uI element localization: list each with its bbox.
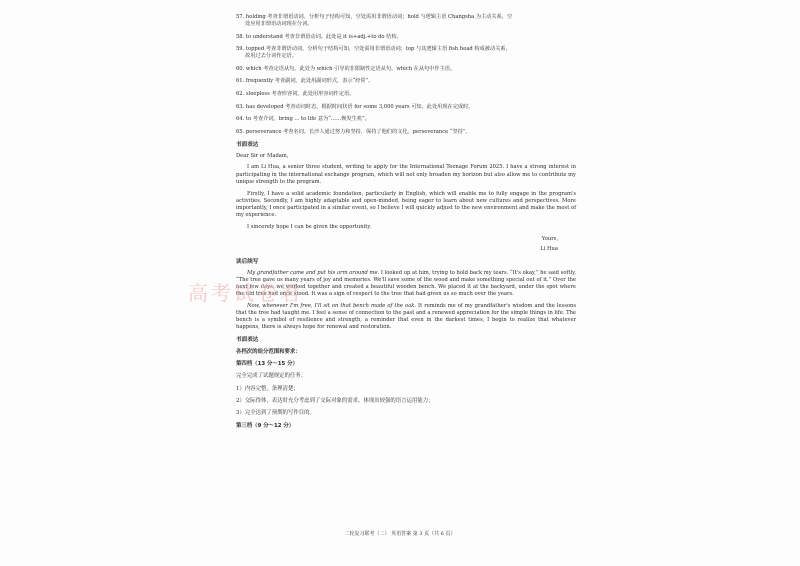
rubric-line: 2）交际得体，表达时充分考虑到了交际对象的需求，体现出较强的语言运用能力； (236, 398, 434, 405)
writing-heading: 书面表达 (236, 141, 259, 148)
note-line: 63. has developed 考查动词时态。根据时间状语 for some 3,000 years 可知，此处用现在完成时。 (236, 103, 474, 110)
note-line: 59. topped 考查非谓语动词。分析句子结构可知，空处需用非谓语动词；top 与其逻辑主语 fish head 构成被动关系， (236, 46, 511, 53)
note-line: 65. perseverance 考查名词。长沙人通过努力和坚持，保持了他们的文化。perseverance “坚持”。 (236, 128, 471, 135)
grammar-note (236, 66, 576, 73)
grammar-notes (236, 14, 576, 136)
footer-text: 二轮复习联考（二） 英语答案 第 3 页（共 6 页） (344, 531, 456, 537)
continuation-text: I looked up at him, trying to hold back my tears. “It's okay,” he said softly, “The tree gave us many years of joy and memories. We'll save some of the wood and make something special out of it.” Over the next few days, we worked together and created a beautiful wooden bench. We placed it at the backyard, under the spot where the old tree had once stood. It was a sign of respect to the tree that had given us so much over the years. (236, 270, 576, 298)
letter-salutation: Dear Sir or Madam, (236, 153, 289, 160)
letter-paragraph: Firstly, I have a solid academic foundation, particularly in English, which will enable me to fully engage in the program's activities. Secondly, I am highly adaptable and open-minded, being eager to learn about new cultures and perspectives. More importantly, I once participated in a similar event, so I believe I will quickly adjust to the new environment and make the most of my experience. (236, 190, 576, 218)
given-opening-sentence: Now, whenever I'm free, I'll sit on that bench made of the oak. (247, 303, 417, 310)
watermark-stamp: 高考试卷君 (188, 281, 303, 305)
note-line: 64. to 考查介词。bring ... to life 意为“……焕发生机”。 (236, 116, 370, 123)
rubric-line: 第四档（13 分～15 分） (236, 361, 298, 368)
grammar-note (236, 91, 576, 98)
letter-signature: Li Hua (540, 245, 558, 252)
letter-closing: Yours, (541, 235, 558, 242)
continuation-text: It reminds me of my grandfather's wisdom and the lessons that the tree had taught me. I feel a sense of connection to the past and a renewed appreciation for the simple things in life. The bench is a symbol of resilience and strength, a reminder that even in the darkest times, I begin to realize that whatever happens, there is always hope for renewal and restoration. (236, 303, 576, 331)
letter-body (236, 164, 576, 230)
rubric-heading: 书面表达 (236, 337, 259, 344)
rubric-line: 3）完全达到了预期的写作目的。 (236, 410, 315, 417)
rubric-line: 第三档（9 分～12 分） (236, 422, 295, 429)
given-opening-sentence: My grandfather came and put his arm around me. (247, 270, 380, 277)
continuation-paragraph (236, 270, 576, 298)
grammar-note (236, 116, 576, 123)
rubric-line: 各档次的给分范围和要求： (236, 348, 301, 355)
note-continuation: 故用过去分词作定语。 (245, 53, 297, 60)
grammar-note (236, 14, 576, 28)
grammar-note (236, 78, 576, 85)
note-line: 60. which 考查定语从句。此处为 which 引导的非限制性定语从句，which 在从句中作主语。 (236, 65, 456, 72)
note-line: 57. holding 考查非谓语动词。分析句子结构可知，空处需用非谓语动词；hold 与逻辑主语 Changsha 为主动关系，空 (236, 14, 513, 20)
grammar-note (236, 129, 576, 136)
grammar-note (236, 34, 576, 41)
continuation-paragraph (236, 303, 576, 331)
continuation-heading: 读后续写 (236, 258, 259, 265)
note-line: 62. sleepless 考查形容词。此处用形容词作定语。 (236, 91, 355, 98)
grammar-note (236, 46, 576, 60)
note-line: 61. frequently 考查副词。此处用副词形式，表示“经常”。 (236, 78, 374, 85)
rubric-line: 1）内容完整，条理清楚； (236, 385, 299, 392)
note-continuation: 处应用非谓语动词现在分词。 (245, 21, 313, 28)
rubric-line: 完全完成了试题规定的任务。 (236, 373, 307, 380)
answer-content (236, 14, 576, 435)
note-line: 58. to understand 考查非谓语动词。此处是 it is+adj.+to do 结构。 (236, 33, 402, 40)
letter-paragraph: I am Li Hua, a senior three student, writing to apply for the International Teenage Forum 2025. I have a strong interest in participating in the international exchange program, which will not only broaden my horizon but also allow me to contribute my unique strength to the program. (236, 164, 576, 185)
rubric-list (236, 349, 576, 430)
grammar-note (236, 104, 576, 111)
letter-paragraph: I sincerely hope I can be given the opportunity. (247, 223, 372, 230)
page-footer (0, 530, 800, 537)
continuation-body (236, 270, 576, 331)
